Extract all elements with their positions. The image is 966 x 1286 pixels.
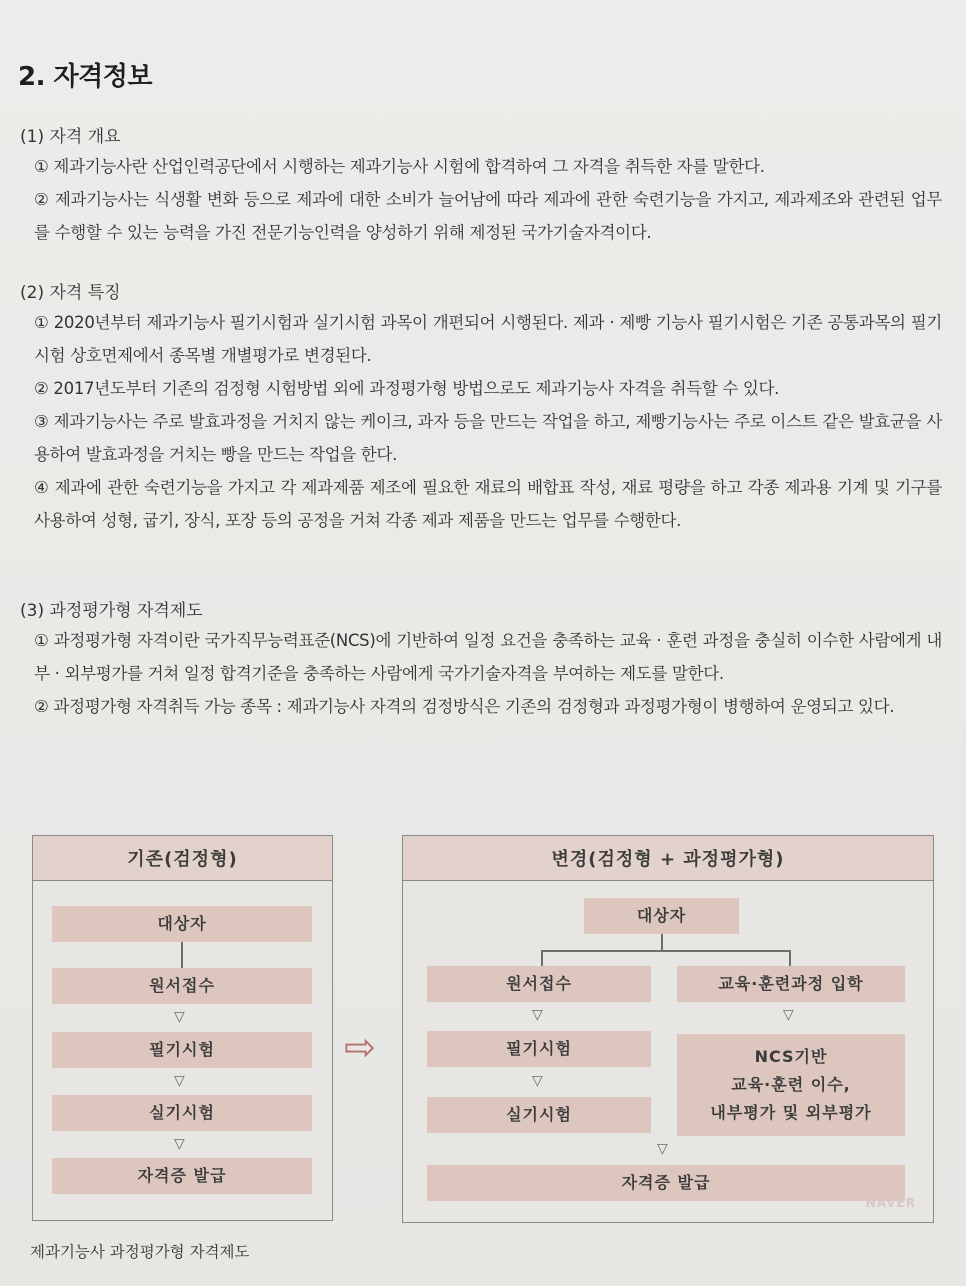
right-arrow-icon: ⇨ xyxy=(344,1025,376,1069)
section-heading-overview: (1) 자격 개요 xyxy=(20,127,121,147)
watermark-logo: NAVER xyxy=(865,1196,916,1210)
step-practical-exam: 실기시험 xyxy=(52,1095,312,1131)
down-triangle-icon: ▽ xyxy=(174,1009,185,1025)
step-ncs-training: NCS기반 교육·훈련 이수, 내부평가 및 외부평가 xyxy=(677,1034,905,1136)
down-triangle-icon: ▽ xyxy=(783,1007,794,1023)
paragraph-item: ① 2020년부터 제과기능사 필기시험과 실기시험 과목이 개편되어 시행된다. 제과 · 제빵 기능사 필기시험은 기존 공통과목의 필기시험 상호면제에서 종목별 개별평가로 변경된다. xyxy=(34,313,942,365)
connector-line xyxy=(181,942,183,968)
connector-line xyxy=(661,934,663,950)
page-title: 2. 자격정보 xyxy=(18,62,152,92)
step-target: 대상자 xyxy=(584,898,739,934)
down-triangle-icon: ▽ xyxy=(532,1073,543,1089)
down-triangle-icon: ▽ xyxy=(532,1007,543,1023)
step-application: 원서접수 xyxy=(427,966,651,1002)
paragraph-item: ① 제과기능사란 산업인력공단에서 시행하는 제과기능사 시험에 합격하여 그 자격을 취득한 자를 말한다. xyxy=(34,157,765,176)
connector-line xyxy=(541,950,543,966)
step-written-exam: 필기시험 xyxy=(52,1032,312,1068)
diagram-existing-header: 기존(검정형) xyxy=(33,836,332,881)
diagram-changed-header: 변경(검정형 + 과정평가형) xyxy=(403,836,933,881)
section-process-body xyxy=(20,624,942,723)
paragraph-item: ④ 제과에 관한 숙련기능을 가지고 각 제과제품 제조에 필요한 재료의 배합표 작성, 재료 평량을 하고 각종 제과용 기계 및 기구를 사용하여 성형, 굽기, 장식, 포장 등의 공정을 거쳐 각종 제과 제품을 만드는 업무를 수행한다. xyxy=(34,478,942,530)
paragraph-item: ③ 제과기능사는 주로 발효과정을 거치지 않는 케이크, 과자 등을 만드는 작업을 하고, 제빵기능사는 주로 이스트 같은 발효균을 사용하여 발효과정을 거치는 빵을 만드는 작업을 한다. xyxy=(34,412,942,464)
connector-line xyxy=(789,950,791,966)
step-target: 대상자 xyxy=(52,906,312,942)
paragraph-item: ① 과정평가형 자격이란 국가직무능력표준(NCS)에 기반하여 일정 요건을 충족하는 교육 · 훈련 과정을 충실히 이수한 사람에게 내부 · 외부평가를 거쳐 일정 합격기준을 충족하는 사람에게 국가기술자격을 부여하는 제도를 말한다. xyxy=(34,631,942,683)
section-features-body xyxy=(20,306,942,537)
down-triangle-icon: ▽ xyxy=(174,1136,185,1152)
paragraph-item: ② 제과기능사는 식생활 변화 등으로 제과에 대한 소비가 늘어남에 따라 제과에 관한 숙련기능을 가지고, 제과제조와 관련된 업무를 수행할 수 있는 능력을 가진 전문기능인력을 양성하기 위해 제정된 국가기술자격이다. xyxy=(34,190,942,242)
down-triangle-icon: ▽ xyxy=(174,1073,185,1089)
section-heading-process: (3) 과정평가형 자격제도 xyxy=(20,601,203,621)
down-triangle-icon: ▽ xyxy=(657,1141,668,1157)
step-training-entry: 교육·훈련과정 입학 xyxy=(677,966,905,1002)
step-written-exam: 필기시험 xyxy=(427,1031,651,1067)
step-application: 원서접수 xyxy=(52,968,312,1004)
connector-line xyxy=(541,950,790,952)
paragraph-item: ② 2017년도부터 기존의 검정형 시험방법 외에 과정평가형 방법으로도 제과기능사 자격을 취득할 수 있다. xyxy=(34,379,780,398)
paragraph-item: ② 과정평가형 자격취득 가능 종목 : 제과기능사 자격의 검정방식은 기존의 검정형과 과정평가형이 병행하여 운영되고 있다. xyxy=(34,697,895,716)
section-heading-features: (2) 자격 특징 xyxy=(20,283,121,303)
step-certificate: 자격증 발급 xyxy=(52,1158,312,1194)
section-overview-body xyxy=(20,150,942,249)
figure-caption: 제과기능사 과정평가형 자격제도 xyxy=(30,1243,250,1261)
step-practical-exam: 실기시험 xyxy=(427,1097,651,1133)
step-certificate: 자격증 발급 xyxy=(427,1165,905,1201)
